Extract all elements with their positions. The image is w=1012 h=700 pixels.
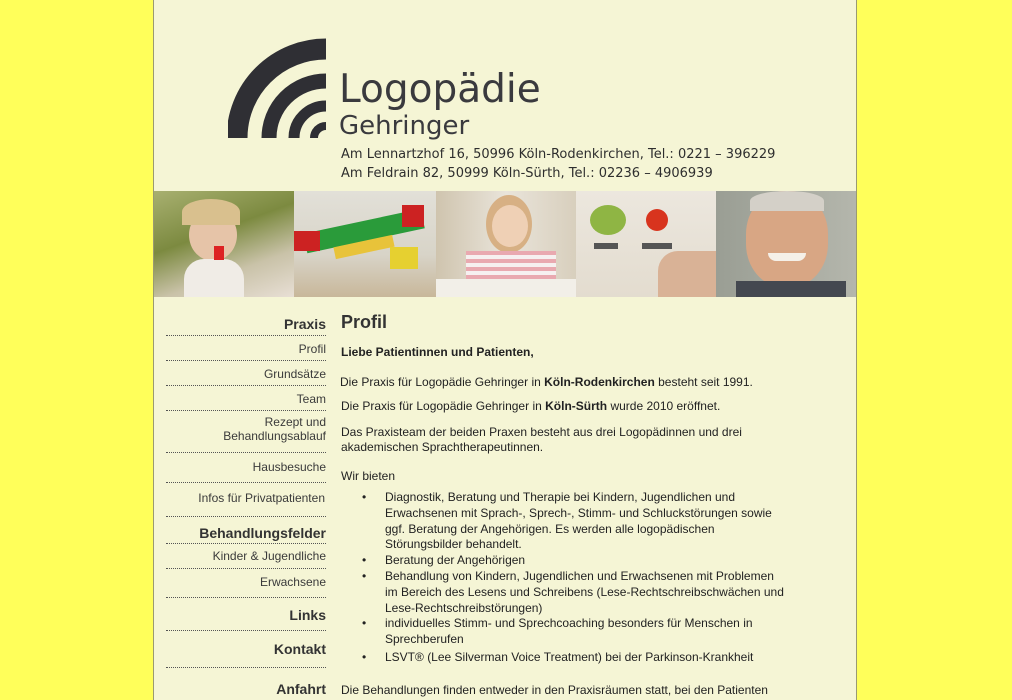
- p1-text: Die Praxis für Logopädie Gehringer in: [340, 375, 545, 389]
- nav-links[interactable]: Links: [166, 598, 326, 631]
- closing-paragraph: Die Behandlungen finden entweder in den Praxisräumen statt, bei den Patienten: [341, 682, 768, 697]
- paragraph-suerth: [341, 399, 801, 414]
- p2-text: Die Praxis für Logopädie Gehringer in: [341, 399, 546, 413]
- photo-banner: [154, 191, 856, 297]
- nav-erwachsene[interactable]: Erwachsene: [166, 569, 326, 598]
- photo-older-man: [716, 191, 856, 297]
- nav-behandlungsfelder[interactable]: Behandlungsfelder: [166, 517, 326, 544]
- p2-text-end: wurde 2010 eröffnet.: [607, 399, 721, 413]
- sidebar-nav: [166, 312, 326, 700]
- photo-word-cards: [576, 191, 716, 297]
- offer-item: • Diagnostik, Beratung und Therapie bei Kindern, Jugendlichen und Erwachsenen mit Sprach-, Sprech-, Stimm- und Schluckstörungen sowie ggf. Beratung der Angehörigen. Es werden alle logopädischen Störungsbilder behandelt.: [385, 490, 785, 553]
- offer-item: • individuelles Stimm- und Sprechcoaching besonders für Menschen in Sprechberufen: [385, 616, 785, 648]
- logo-subtitle[interactable]: Gehringer: [339, 111, 470, 141]
- offer-item: • LSVT® (Lee Silverman Voice Treatment) bei der Parkinson-Krankheit: [385, 650, 785, 666]
- offer-list: [341, 490, 785, 666]
- address-rodenkirchen: Am Lennartzhof 16, 50996 Köln-Rodenkirchen, Tel.: 0221 – 396229: [341, 147, 776, 162]
- nav-kontakt[interactable]: Kontakt: [166, 631, 326, 668]
- nav-kinder-jugendliche[interactable]: Kinder & Jugendliche: [166, 544, 326, 569]
- logo-arcs-icon[interactable]: [228, 38, 326, 138]
- main-content: [341, 312, 801, 698]
- page-container: [153, 0, 857, 700]
- nav-privatpatienten[interactable]: Infos für Privatpatienten: [166, 483, 326, 517]
- address-suerth: Am Feldrain 82, 50999 Köln-Sürth, Tel.: 02236 – 4906939: [341, 166, 713, 181]
- logo-title[interactable]: Logopädie: [339, 67, 541, 112]
- nav-anfahrt[interactable]: Anfahrt: [276, 681, 326, 697]
- paragraph-team: Das Praxisteam der beiden Praxen besteht aus drei Logopädinnen und drei akademischen Sprachtherapeutinnen.: [341, 425, 742, 454]
- page-title: Profil: [341, 312, 388, 332]
- photo-child-bubbles: [154, 191, 294, 297]
- nav-praxis[interactable]: Praxis: [166, 312, 326, 336]
- photo-girl-writing: [436, 191, 576, 297]
- photo-toy-train: [294, 191, 436, 297]
- nav-hausbesuche[interactable]: Hausbesuche: [166, 453, 326, 483]
- header: [154, 0, 856, 191]
- nav-team[interactable]: Team: [166, 386, 326, 411]
- offer-heading: Wir bieten: [341, 469, 396, 483]
- p2-location: Köln-Sürth: [545, 399, 608, 413]
- greeting: Liebe Patientinnen und Patienten,: [341, 345, 534, 359]
- offer-item: • Behandlung von Kindern, Jugendlichen und Erwachsenen mit Problemen im Bereich des Lesens und Schreibens (Lese-Rechtschreibschwächen und Lese-Rechtschreibstörungen): [385, 569, 785, 616]
- nav-rezept-label: Rezept und Behandlungsablauf: [223, 415, 326, 443]
- nav-grundsaetze[interactable]: Grundsätze: [166, 361, 326, 386]
- offer-item: • Beratung der Angehörigen: [385, 553, 785, 569]
- p1-text-end: besteht seit 1991.: [654, 375, 753, 389]
- nav-profil[interactable]: Profil: [166, 336, 326, 361]
- paragraph-rodenkirchen: [340, 375, 801, 390]
- p1-location: Köln-Rodenkirchen: [544, 375, 655, 389]
- nav-rezept[interactable]: [166, 411, 326, 453]
